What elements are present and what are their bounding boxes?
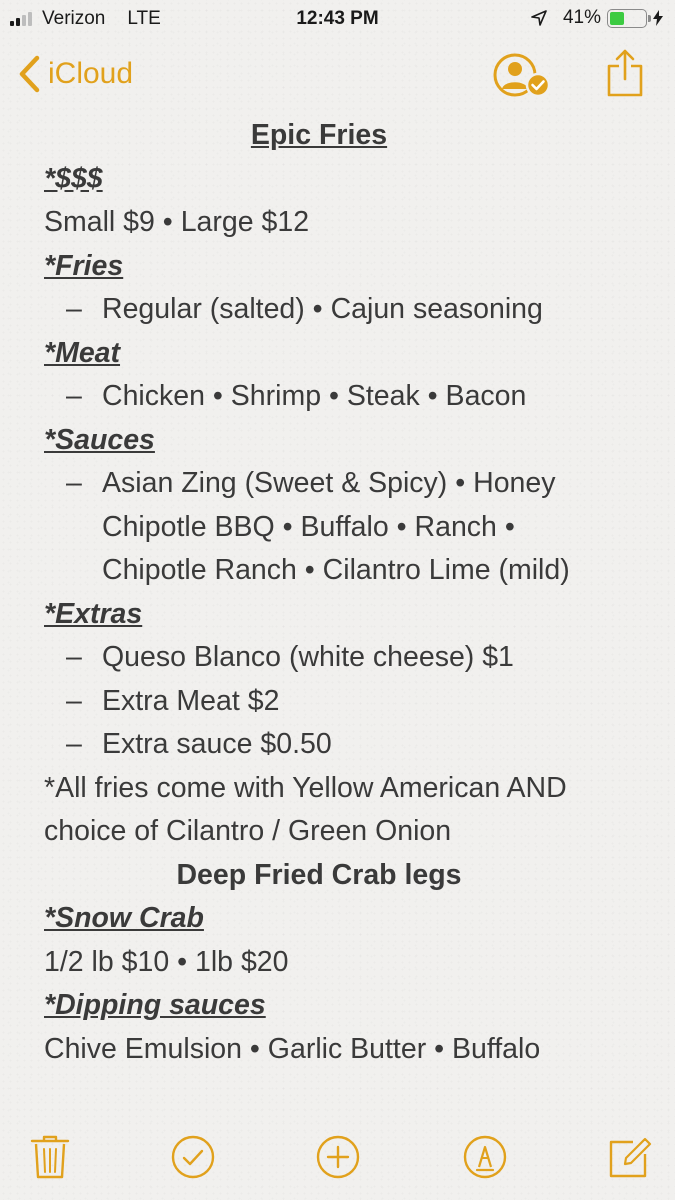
fries-item <box>44 288 644 332</box>
collaborator-button[interactable] <box>493 53 553 101</box>
extras-item <box>44 636 644 680</box>
checklist-icon <box>170 1134 216 1180</box>
extras-item-text: Extra sauce $0.50 <box>102 728 332 760</box>
price-heading: *$$$ <box>44 162 103 195</box>
status-time: 12:43 PM <box>296 8 379 29</box>
add-button[interactable] <box>313 1132 363 1182</box>
battery-icon <box>607 9 647 28</box>
status-right <box>531 7 663 29</box>
price-line: Small $9 • Large $12 <box>44 206 310 238</box>
back-button[interactable] <box>18 55 133 93</box>
sauces-item <box>44 462 644 506</box>
add-icon <box>315 1134 361 1180</box>
extras-item <box>44 680 644 724</box>
extras-heading: *Extras <box>44 597 143 630</box>
share-icon <box>606 48 644 98</box>
extras-item-text: Queso Blanco (white cheese) $1 <box>102 641 514 673</box>
dash-marker: – <box>66 293 82 325</box>
dash-marker: – <box>66 728 82 760</box>
sauces-item-line1: Asian Zing (Sweet & Spicy) • Honey <box>102 467 556 499</box>
sauces-item-line2: Chipotle BBQ • Buffalo • Ranch • <box>102 510 515 543</box>
carrier-label: Verizon <box>42 8 106 29</box>
sauces-item-line3: Chipotle Ranch • Cilantro Lime (mild) <box>102 554 570 586</box>
fries-note-line2: choice of Cilantro / Green Onion <box>44 815 452 847</box>
snow-crab-line: 1/2 lb $10 • 1lb $20 <box>44 945 289 978</box>
compose-icon <box>607 1134 653 1180</box>
meat-heading: *Meat <box>44 336 121 369</box>
fries-heading: *Fries <box>44 249 124 282</box>
meat-item <box>44 375 644 419</box>
battery-percent: 41% <box>562 7 601 28</box>
extras-item <box>44 723 644 767</box>
collaborator-check-icon <box>493 53 553 101</box>
trash-icon <box>30 1134 70 1180</box>
note-body[interactable] <box>44 114 644 1071</box>
extras-item-text: Extra Meat $2 <box>102 684 280 717</box>
fries-note-line1: *All fries come with Yellow American AND <box>44 771 567 804</box>
crab-title: Deep Fried Crab legs <box>176 858 462 891</box>
dipping-heading: *Dipping sauces <box>44 989 266 1021</box>
share-button[interactable] <box>606 48 644 98</box>
bottom-toolbar <box>0 1132 675 1192</box>
meat-item-text: Chicken • Shrimp • Steak • Bacon <box>102 380 527 412</box>
checklist-button[interactable] <box>168 1132 218 1182</box>
network-label: LTE <box>127 8 161 29</box>
markup-button[interactable] <box>460 1132 510 1182</box>
location-arrow-icon <box>531 10 547 26</box>
fries-item-text: Regular (salted) • Cajun seasoning <box>102 293 543 325</box>
charging-bolt-icon <box>653 10 663 26</box>
dash-marker: – <box>66 380 82 412</box>
snow-crab-heading: *Snow Crab <box>44 902 204 934</box>
delete-button[interactable] <box>25 1132 75 1182</box>
status-bar <box>0 0 675 38</box>
battery-level <box>610 12 624 25</box>
sauces-heading: *Sauces <box>44 423 155 456</box>
dash-marker: – <box>66 684 82 717</box>
dipping-line: Chive Emulsion • Garlic Butter • Buffalo <box>44 1032 541 1065</box>
note-title: Epic Fries <box>250 119 388 151</box>
compose-button[interactable] <box>605 1132 655 1182</box>
markup-icon <box>462 1134 508 1180</box>
back-label: iCloud <box>48 57 134 90</box>
dash-marker: – <box>66 641 82 673</box>
chevron-left-icon <box>18 55 40 93</box>
dash-marker: – <box>66 467 82 499</box>
